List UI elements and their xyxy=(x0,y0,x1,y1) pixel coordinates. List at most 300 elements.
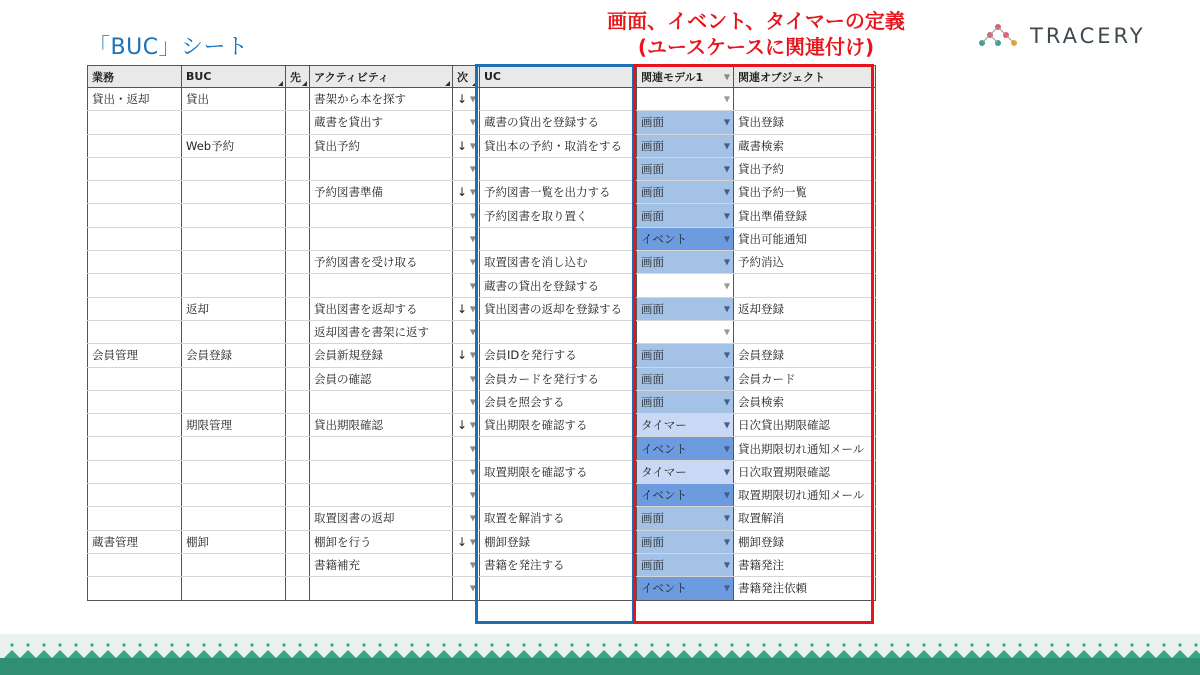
cell-object[interactable] xyxy=(734,344,876,367)
cell-next[interactable] xyxy=(453,390,480,413)
cell-prev[interactable] xyxy=(286,460,310,483)
cell-activity-text: 返却図書を書架に返す xyxy=(314,325,429,340)
chevron-down-icon[interactable]: ▼ xyxy=(723,234,730,244)
header-cell[interactable] xyxy=(286,66,310,88)
cell-model[interactable] xyxy=(637,553,734,576)
cell-business[interactable] xyxy=(88,134,182,157)
cell-model[interactable] xyxy=(637,577,734,600)
footer-dot xyxy=(74,643,77,646)
cell-model[interactable] xyxy=(637,251,734,274)
cell-activity[interactable] xyxy=(310,553,453,576)
cell-model[interactable] xyxy=(637,204,734,227)
cell-uc[interactable] xyxy=(480,437,637,460)
cell-uc-text: 書籍を発注する xyxy=(484,558,565,573)
cell-object[interactable] xyxy=(734,204,876,227)
cell-buc[interactable] xyxy=(182,181,286,204)
chevron-down-icon[interactable]: ▼ xyxy=(723,583,730,593)
cell-model[interactable] xyxy=(637,111,734,134)
footer-dot xyxy=(906,643,909,646)
cell-object-text: 会員登録 xyxy=(738,348,784,363)
cell-object-text: 返却登録 xyxy=(738,301,784,316)
cell-business[interactable] xyxy=(88,390,182,413)
cell-uc[interactable] xyxy=(480,367,637,390)
cell-object[interactable] xyxy=(734,251,876,274)
cell-model[interactable] xyxy=(637,367,734,390)
cell-next[interactable] xyxy=(453,437,480,460)
cell-activity-text: 蔵書を貸出す xyxy=(314,115,383,130)
cell-activity[interactable] xyxy=(310,577,453,600)
cell-activity[interactable] xyxy=(310,460,453,483)
chevron-down-icon[interactable]: ▼ xyxy=(469,490,476,500)
cell-prev[interactable] xyxy=(286,227,310,250)
chevron-down-icon[interactable]: ▼ xyxy=(469,117,476,127)
table-row xyxy=(88,484,876,507)
chevron-down-icon[interactable]: ▼ xyxy=(469,187,476,197)
cell-activity[interactable] xyxy=(310,88,453,111)
footer-dot xyxy=(698,643,701,646)
cell-model-text: 画面 xyxy=(641,138,664,153)
cell-object[interactable] xyxy=(734,484,876,507)
cell-object-text: 予約消込 xyxy=(738,255,784,270)
cell-uc-text: 予約図書を取り置く xyxy=(484,208,588,223)
cell-prev[interactable] xyxy=(286,577,310,600)
chevron-down-icon[interactable]: ▼ xyxy=(723,537,730,547)
cell-uc[interactable] xyxy=(480,251,637,274)
chevron-down-icon[interactable]: ▼ xyxy=(723,490,730,500)
chevron-down-icon[interactable]: ▼ xyxy=(469,397,476,407)
footer-dot xyxy=(874,643,877,646)
footer-dot xyxy=(666,643,669,646)
cell-buc[interactable] xyxy=(182,553,286,576)
cell-model[interactable] xyxy=(637,414,734,437)
cell-buc[interactable] xyxy=(182,204,286,227)
cell-activity[interactable] xyxy=(310,111,453,134)
cell-activity[interactable] xyxy=(310,251,453,274)
cell-next-text: ↓ xyxy=(457,301,468,316)
cell-next[interactable] xyxy=(453,181,480,204)
header-cell[interactable] xyxy=(637,66,734,88)
cell-object[interactable] xyxy=(734,414,876,437)
cell-uc-text: 会員カードを発行する xyxy=(484,371,599,386)
cell-buc[interactable] xyxy=(182,367,286,390)
cell-object-text: 会員カード xyxy=(738,371,796,386)
cell-model[interactable] xyxy=(637,460,734,483)
chevron-down-icon[interactable]: ▼ xyxy=(469,304,476,314)
chevron-down-icon[interactable]: ▼ xyxy=(723,72,730,81)
footer-dot xyxy=(298,643,301,646)
cell-business[interactable] xyxy=(88,157,182,180)
cell-model-text: 画面 xyxy=(641,395,664,409)
cell-business[interactable] xyxy=(88,577,182,600)
chevron-down-icon[interactable]: ▼ xyxy=(469,467,476,477)
chevron-down-icon[interactable]: ▼ xyxy=(723,211,730,221)
cell-buc-text: 期限管理 xyxy=(186,418,232,433)
chevron-down-icon[interactable]: ▼ xyxy=(469,257,476,267)
cell-uc[interactable] xyxy=(480,297,637,320)
filter-icon[interactable] xyxy=(445,81,450,86)
cell-business[interactable] xyxy=(88,553,182,576)
cell-model[interactable] xyxy=(637,507,734,530)
cell-business[interactable] xyxy=(88,460,182,483)
table-row xyxy=(88,553,876,576)
cell-model[interactable] xyxy=(637,344,734,367)
cell-object[interactable] xyxy=(734,134,876,157)
cell-business[interactable] xyxy=(88,530,182,553)
cell-activity-text: 会員の確認 xyxy=(314,371,372,386)
cell-object-text: 書籍発注依頼 xyxy=(738,581,807,596)
cell-activity-text: 取置図書の返却 xyxy=(314,511,395,526)
cell-model[interactable] xyxy=(637,227,734,250)
table-row xyxy=(88,111,876,134)
cell-uc[interactable] xyxy=(480,157,637,180)
cell-next[interactable] xyxy=(453,274,480,297)
cell-model[interactable] xyxy=(637,530,734,553)
cell-prev[interactable] xyxy=(286,553,310,576)
footer-dot xyxy=(1034,643,1037,646)
cell-buc[interactable] xyxy=(182,414,286,437)
cell-activity[interactable] xyxy=(310,507,453,530)
chevron-down-icon[interactable]: ▼ xyxy=(469,281,476,291)
footer-dot xyxy=(218,643,221,646)
chevron-down-icon[interactable]: ▼ xyxy=(469,164,476,174)
cell-buc[interactable] xyxy=(182,134,286,157)
footer-dot xyxy=(938,643,941,646)
header-label: 先 xyxy=(290,70,301,84)
header-cell[interactable]: UC xyxy=(480,66,637,88)
cell-model[interactable] xyxy=(637,181,734,204)
cell-prev[interactable] xyxy=(286,251,310,274)
table-row xyxy=(88,297,876,320)
cell-object[interactable] xyxy=(734,553,876,576)
cell-uc[interactable] xyxy=(480,414,637,437)
cell-next[interactable] xyxy=(453,227,480,250)
cell-activity[interactable] xyxy=(310,344,453,367)
chevron-down-icon[interactable]: ▼ xyxy=(723,420,730,430)
cell-object[interactable] xyxy=(734,88,876,111)
chevron-down-icon[interactable]: ▼ xyxy=(469,374,476,384)
cell-business[interactable] xyxy=(88,274,182,297)
cell-uc[interactable] xyxy=(480,111,637,134)
cell-uc[interactable] xyxy=(480,204,637,227)
cell-uc[interactable] xyxy=(480,274,637,297)
cell-uc[interactable] xyxy=(480,390,637,413)
cell-business[interactable] xyxy=(88,507,182,530)
chevron-down-icon[interactable]: ▼ xyxy=(469,537,476,547)
cell-uc[interactable] xyxy=(480,507,637,530)
cell-business[interactable] xyxy=(88,437,182,460)
footer-dot xyxy=(426,643,429,646)
cell-activity[interactable] xyxy=(310,134,453,157)
cell-buc[interactable] xyxy=(182,274,286,297)
cell-prev[interactable] xyxy=(286,367,310,390)
cell-uc-text: 会員を照会する xyxy=(484,395,565,409)
cell-prev[interactable] xyxy=(286,88,310,111)
cell-next[interactable] xyxy=(453,344,480,367)
chevron-down-icon[interactable]: ▼ xyxy=(723,327,730,337)
cell-next-text: ↓ xyxy=(457,534,468,549)
cell-object[interactable] xyxy=(734,111,876,134)
cell-next[interactable] xyxy=(453,88,480,111)
cell-activity[interactable] xyxy=(310,390,453,413)
cell-prev[interactable] xyxy=(286,344,310,367)
table-row xyxy=(88,437,876,460)
header-cell[interactable] xyxy=(310,66,453,88)
cell-business[interactable] xyxy=(88,204,182,227)
cell-next[interactable] xyxy=(453,367,480,390)
cell-prev[interactable] xyxy=(286,297,310,320)
cell-next[interactable] xyxy=(453,577,480,600)
chevron-down-icon[interactable]: ▼ xyxy=(469,350,476,360)
cell-object[interactable] xyxy=(734,181,876,204)
cell-next[interactable] xyxy=(453,320,480,343)
footer-dot xyxy=(778,643,781,646)
filter-icon[interactable] xyxy=(278,81,283,86)
chevron-down-icon[interactable]: ▼ xyxy=(723,350,730,360)
chevron-down-icon[interactable]: ▼ xyxy=(723,560,730,570)
cell-buc[interactable] xyxy=(182,251,286,274)
cell-activity[interactable] xyxy=(310,157,453,180)
chevron-down-icon[interactable]: ▼ xyxy=(723,513,730,523)
cell-business-text: 会員管理 xyxy=(92,348,138,363)
cell-activity[interactable] xyxy=(310,320,453,343)
chevron-down-icon[interactable]: ▼ xyxy=(723,164,730,174)
header-cell[interactable] xyxy=(182,66,286,88)
cell-buc[interactable] xyxy=(182,437,286,460)
cell-business[interactable] xyxy=(88,251,182,274)
cell-business[interactable] xyxy=(88,367,182,390)
cell-business[interactable] xyxy=(88,297,182,320)
footer-dot xyxy=(154,643,157,646)
cell-prev[interactable] xyxy=(286,157,310,180)
cell-activity[interactable] xyxy=(310,530,453,553)
cell-business[interactable] xyxy=(88,414,182,437)
chevron-down-icon[interactable]: ▼ xyxy=(723,187,730,197)
footer-dot xyxy=(1066,643,1069,646)
cell-buc[interactable] xyxy=(182,484,286,507)
cell-next[interactable] xyxy=(453,251,480,274)
cell-object[interactable] xyxy=(734,390,876,413)
cell-object-text: 取置解消 xyxy=(738,511,784,526)
footer-dot xyxy=(586,643,589,646)
cell-activity-text: 書籍補充 xyxy=(314,558,360,573)
chevron-down-icon[interactable]: ▼ xyxy=(723,397,730,407)
cell-model[interactable] xyxy=(637,390,734,413)
cell-activity[interactable] xyxy=(310,367,453,390)
cell-activity[interactable] xyxy=(310,181,453,204)
chevron-down-icon[interactable]: ▼ xyxy=(469,513,476,523)
cell-activity[interactable] xyxy=(310,227,453,250)
header-label: BUC xyxy=(186,70,212,83)
chevron-down-icon[interactable]: ▼ xyxy=(469,420,476,430)
cell-buc[interactable] xyxy=(182,344,286,367)
cell-model[interactable] xyxy=(637,274,734,297)
header-cell[interactable] xyxy=(453,66,480,88)
cell-model[interactable] xyxy=(637,157,734,180)
cell-prev[interactable] xyxy=(286,274,310,297)
chevron-down-icon[interactable]: ▼ xyxy=(723,257,730,267)
cell-model[interactable] xyxy=(637,88,734,111)
cell-business[interactable] xyxy=(88,344,182,367)
cell-buc[interactable] xyxy=(182,88,286,111)
cell-activity[interactable] xyxy=(310,484,453,507)
cell-object-text: 貸出可能通知 xyxy=(738,231,807,246)
cell-object[interactable] xyxy=(734,460,876,483)
cell-activity-text: 書架から本を探す xyxy=(314,92,406,107)
cell-object[interactable] xyxy=(734,530,876,553)
cell-next[interactable] xyxy=(453,553,480,576)
cell-prev[interactable] xyxy=(286,390,310,413)
cell-next[interactable] xyxy=(453,111,480,134)
cell-next[interactable] xyxy=(453,134,480,157)
footer-dot xyxy=(1114,643,1117,646)
cell-prev[interactable] xyxy=(286,530,310,553)
filter-icon[interactable] xyxy=(472,81,477,86)
slide-title: 「BUC」シート xyxy=(88,35,249,60)
footer-dot xyxy=(42,643,45,646)
cell-uc[interactable] xyxy=(480,320,637,343)
cell-next[interactable] xyxy=(453,460,480,483)
cell-uc[interactable] xyxy=(480,460,637,483)
chevron-down-icon[interactable]: ▼ xyxy=(469,211,476,221)
cell-buc[interactable] xyxy=(182,507,286,530)
chevron-down-icon[interactable]: ▼ xyxy=(469,444,476,454)
header-cell[interactable]: 業務 xyxy=(88,66,182,88)
footer-dot xyxy=(1082,643,1085,646)
chevron-down-icon[interactable]: ▼ xyxy=(469,234,476,244)
cell-prev[interactable] xyxy=(286,507,310,530)
cell-object[interactable] xyxy=(734,157,876,180)
cell-buc[interactable] xyxy=(182,320,286,343)
footer-dot xyxy=(186,643,189,646)
cell-business[interactable] xyxy=(88,111,182,134)
cell-next[interactable] xyxy=(453,297,480,320)
cell-next[interactable] xyxy=(453,484,480,507)
cell-uc[interactable] xyxy=(480,88,637,111)
cell-object[interactable] xyxy=(734,367,876,390)
cell-activity[interactable] xyxy=(310,437,453,460)
cell-buc[interactable] xyxy=(182,577,286,600)
cell-uc[interactable] xyxy=(480,577,637,600)
cell-buc[interactable] xyxy=(182,390,286,413)
footer-dot xyxy=(922,643,925,646)
cell-prev[interactable] xyxy=(286,181,310,204)
chevron-down-icon[interactable]: ▼ xyxy=(469,583,476,593)
cell-next[interactable] xyxy=(453,530,480,553)
cell-model[interactable] xyxy=(637,134,734,157)
cell-next-text: ↓ xyxy=(457,418,468,433)
cell-prev[interactable] xyxy=(286,484,310,507)
cell-model[interactable] xyxy=(637,437,734,460)
cell-object-text: 貸出期限切れ通知メール xyxy=(738,441,865,456)
cell-object[interactable] xyxy=(734,274,876,297)
cell-prev[interactable] xyxy=(286,437,310,460)
cell-uc[interactable] xyxy=(480,344,637,367)
footer-dot xyxy=(634,643,637,646)
chevron-down-icon[interactable]: ▼ xyxy=(469,560,476,570)
cell-business[interactable] xyxy=(88,181,182,204)
cell-activity[interactable] xyxy=(310,274,453,297)
cell-activity[interactable] xyxy=(310,297,453,320)
cell-buc[interactable] xyxy=(182,530,286,553)
cell-uc[interactable] xyxy=(480,484,637,507)
header-cell[interactable]: 関連オブジェクト xyxy=(734,66,876,88)
cell-next[interactable] xyxy=(453,414,480,437)
cell-uc[interactable] xyxy=(480,227,637,250)
cell-uc-text: 蔵書の貸出を登録する xyxy=(484,278,599,293)
chevron-down-icon[interactable]: ▼ xyxy=(723,281,730,291)
table-row xyxy=(88,134,876,157)
cell-object[interactable] xyxy=(734,227,876,250)
cell-model[interactable] xyxy=(637,484,734,507)
chevron-down-icon[interactable]: ▼ xyxy=(469,141,476,151)
cell-buc-text: 返却 xyxy=(186,301,209,316)
cell-uc[interactable] xyxy=(480,181,637,204)
cell-business-text: 貸出・返却 xyxy=(92,92,150,107)
cell-next[interactable] xyxy=(453,507,480,530)
chevron-down-icon[interactable]: ▼ xyxy=(723,117,730,127)
footer-dot xyxy=(1146,643,1149,646)
cell-model[interactable] xyxy=(637,297,734,320)
cell-object[interactable] xyxy=(734,320,876,343)
cell-prev[interactable] xyxy=(286,134,310,157)
chevron-down-icon[interactable]: ▼ xyxy=(723,94,730,104)
header-label: 次 xyxy=(457,70,468,84)
footer-band xyxy=(0,658,1200,675)
cell-uc[interactable] xyxy=(480,530,637,553)
footer-dot xyxy=(570,643,573,646)
footer-dot xyxy=(1050,643,1053,646)
cell-buc[interactable] xyxy=(182,111,286,134)
chevron-down-icon[interactable]: ▼ xyxy=(469,327,476,337)
cell-model[interactable] xyxy=(637,320,734,343)
chevron-down-icon[interactable]: ▼ xyxy=(723,467,730,477)
cell-prev[interactable] xyxy=(286,204,310,227)
chevron-down-icon[interactable]: ▼ xyxy=(723,304,730,314)
chevron-down-icon[interactable]: ▼ xyxy=(469,94,476,104)
cell-activity[interactable] xyxy=(310,414,453,437)
cell-buc[interactable] xyxy=(182,157,286,180)
cell-uc[interactable] xyxy=(480,553,637,576)
cell-uc[interactable] xyxy=(480,134,637,157)
cell-prev[interactable] xyxy=(286,111,310,134)
cell-activity[interactable] xyxy=(310,204,453,227)
cell-activity-text: 予約図書準備 xyxy=(314,185,383,200)
cell-business[interactable] xyxy=(88,88,182,111)
cell-object[interactable] xyxy=(734,507,876,530)
cell-next[interactable] xyxy=(453,157,480,180)
cell-object[interactable] xyxy=(734,437,876,460)
cell-prev[interactable] xyxy=(286,414,310,437)
chevron-down-icon[interactable]: ▼ xyxy=(723,374,730,384)
cell-uc-text: 貸出期限を確認する xyxy=(484,418,588,433)
cell-buc[interactable] xyxy=(182,227,286,250)
chevron-down-icon[interactable]: ▼ xyxy=(723,444,730,454)
cell-buc[interactable] xyxy=(182,297,286,320)
filter-icon[interactable] xyxy=(302,81,307,86)
footer-dot xyxy=(394,643,397,646)
footer-dot xyxy=(1162,643,1165,646)
cell-business[interactable] xyxy=(88,320,182,343)
cell-prev[interactable] xyxy=(286,320,310,343)
cell-business[interactable] xyxy=(88,227,182,250)
chevron-down-icon[interactable]: ▼ xyxy=(723,141,730,151)
cell-object-text: 書籍発注 xyxy=(738,558,784,573)
cell-business[interactable] xyxy=(88,484,182,507)
cell-next[interactable] xyxy=(453,204,480,227)
cell-buc[interactable] xyxy=(182,460,286,483)
cell-object[interactable] xyxy=(734,297,876,320)
cell-object[interactable] xyxy=(734,577,876,600)
